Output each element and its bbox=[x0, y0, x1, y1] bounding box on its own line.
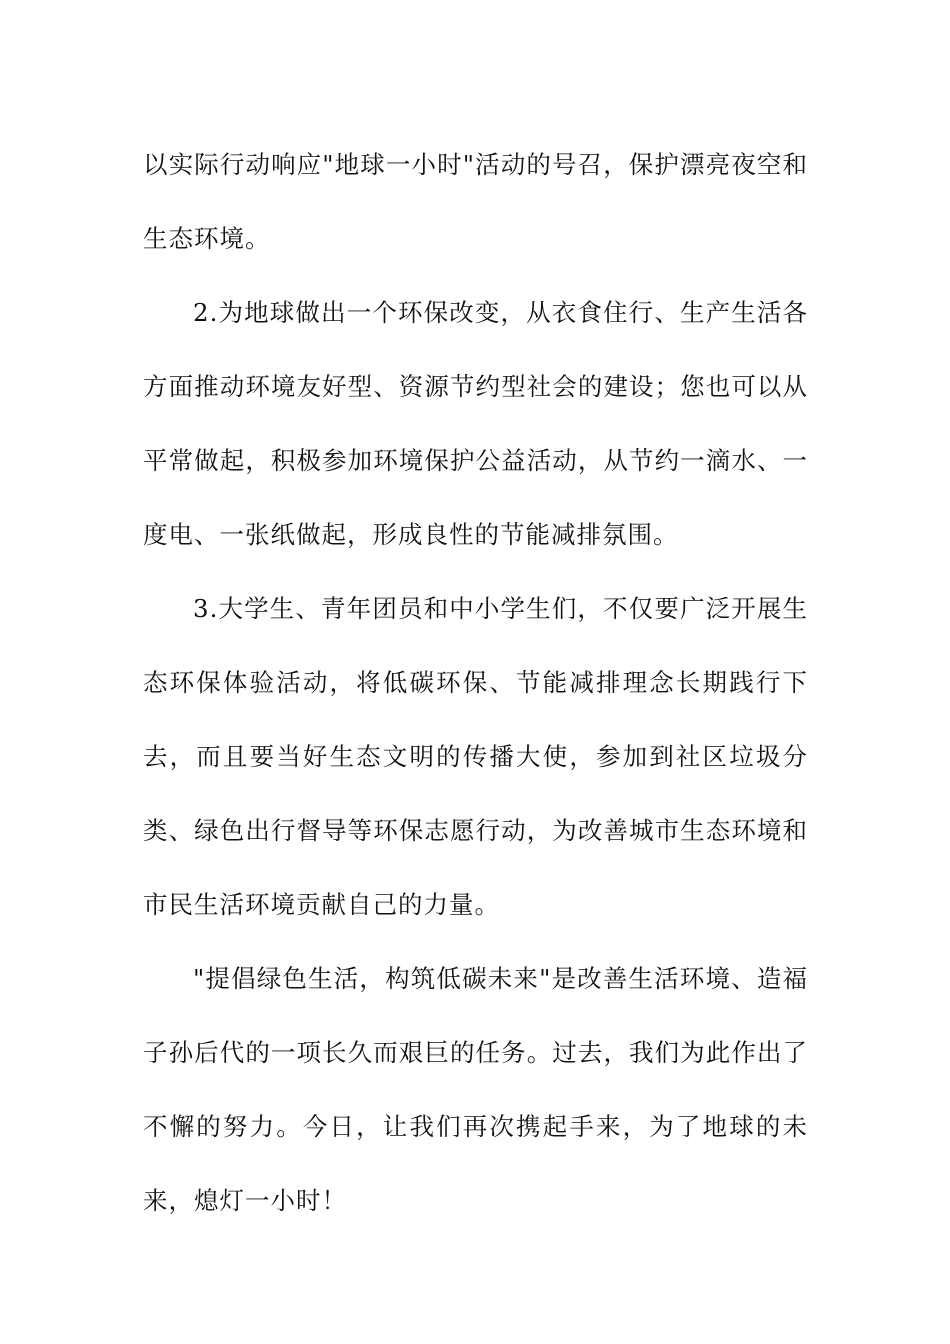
paragraph-continuation: 以实际行动响应"地球一小时"活动的号召，保护漂亮夜空和生态环境。 bbox=[143, 150, 808, 253]
paragraph-closing: "提倡绿色生活，构筑低碳未来"是改善生活环境、造福子孙后代的一项长久而艰巨的任务。过去，我们为此作出了不懈的努力。今日，让我们再次携起手来，为了地球的未来，熄灯一小时！ bbox=[143, 964, 808, 1215]
document-body bbox=[143, 128, 808, 1238]
paragraph-item-2: 2.为地球做出一个环保改变，从衣食住行、生产生活各方面推动环境友好型、资源节约型社会的建设；您也可以从平常做起，积极参加环境保护公益活动，从节约一滴水、一度电、一张纸做起，形成良性的节能减排氛围。 bbox=[143, 298, 808, 549]
paragraph-item-3: 3.大学生、青年团员和中小学生们，不仅要广泛开展生态环保体验活动，将低碳环保、节能减排理念长期践行下去，而且要当好生态文明的传播大使，参加到社区垃圾分类、绿色出行督导等环保志愿行动，为改善城市生态环境和市民生活环境贡献自己的力量。 bbox=[143, 594, 808, 919]
